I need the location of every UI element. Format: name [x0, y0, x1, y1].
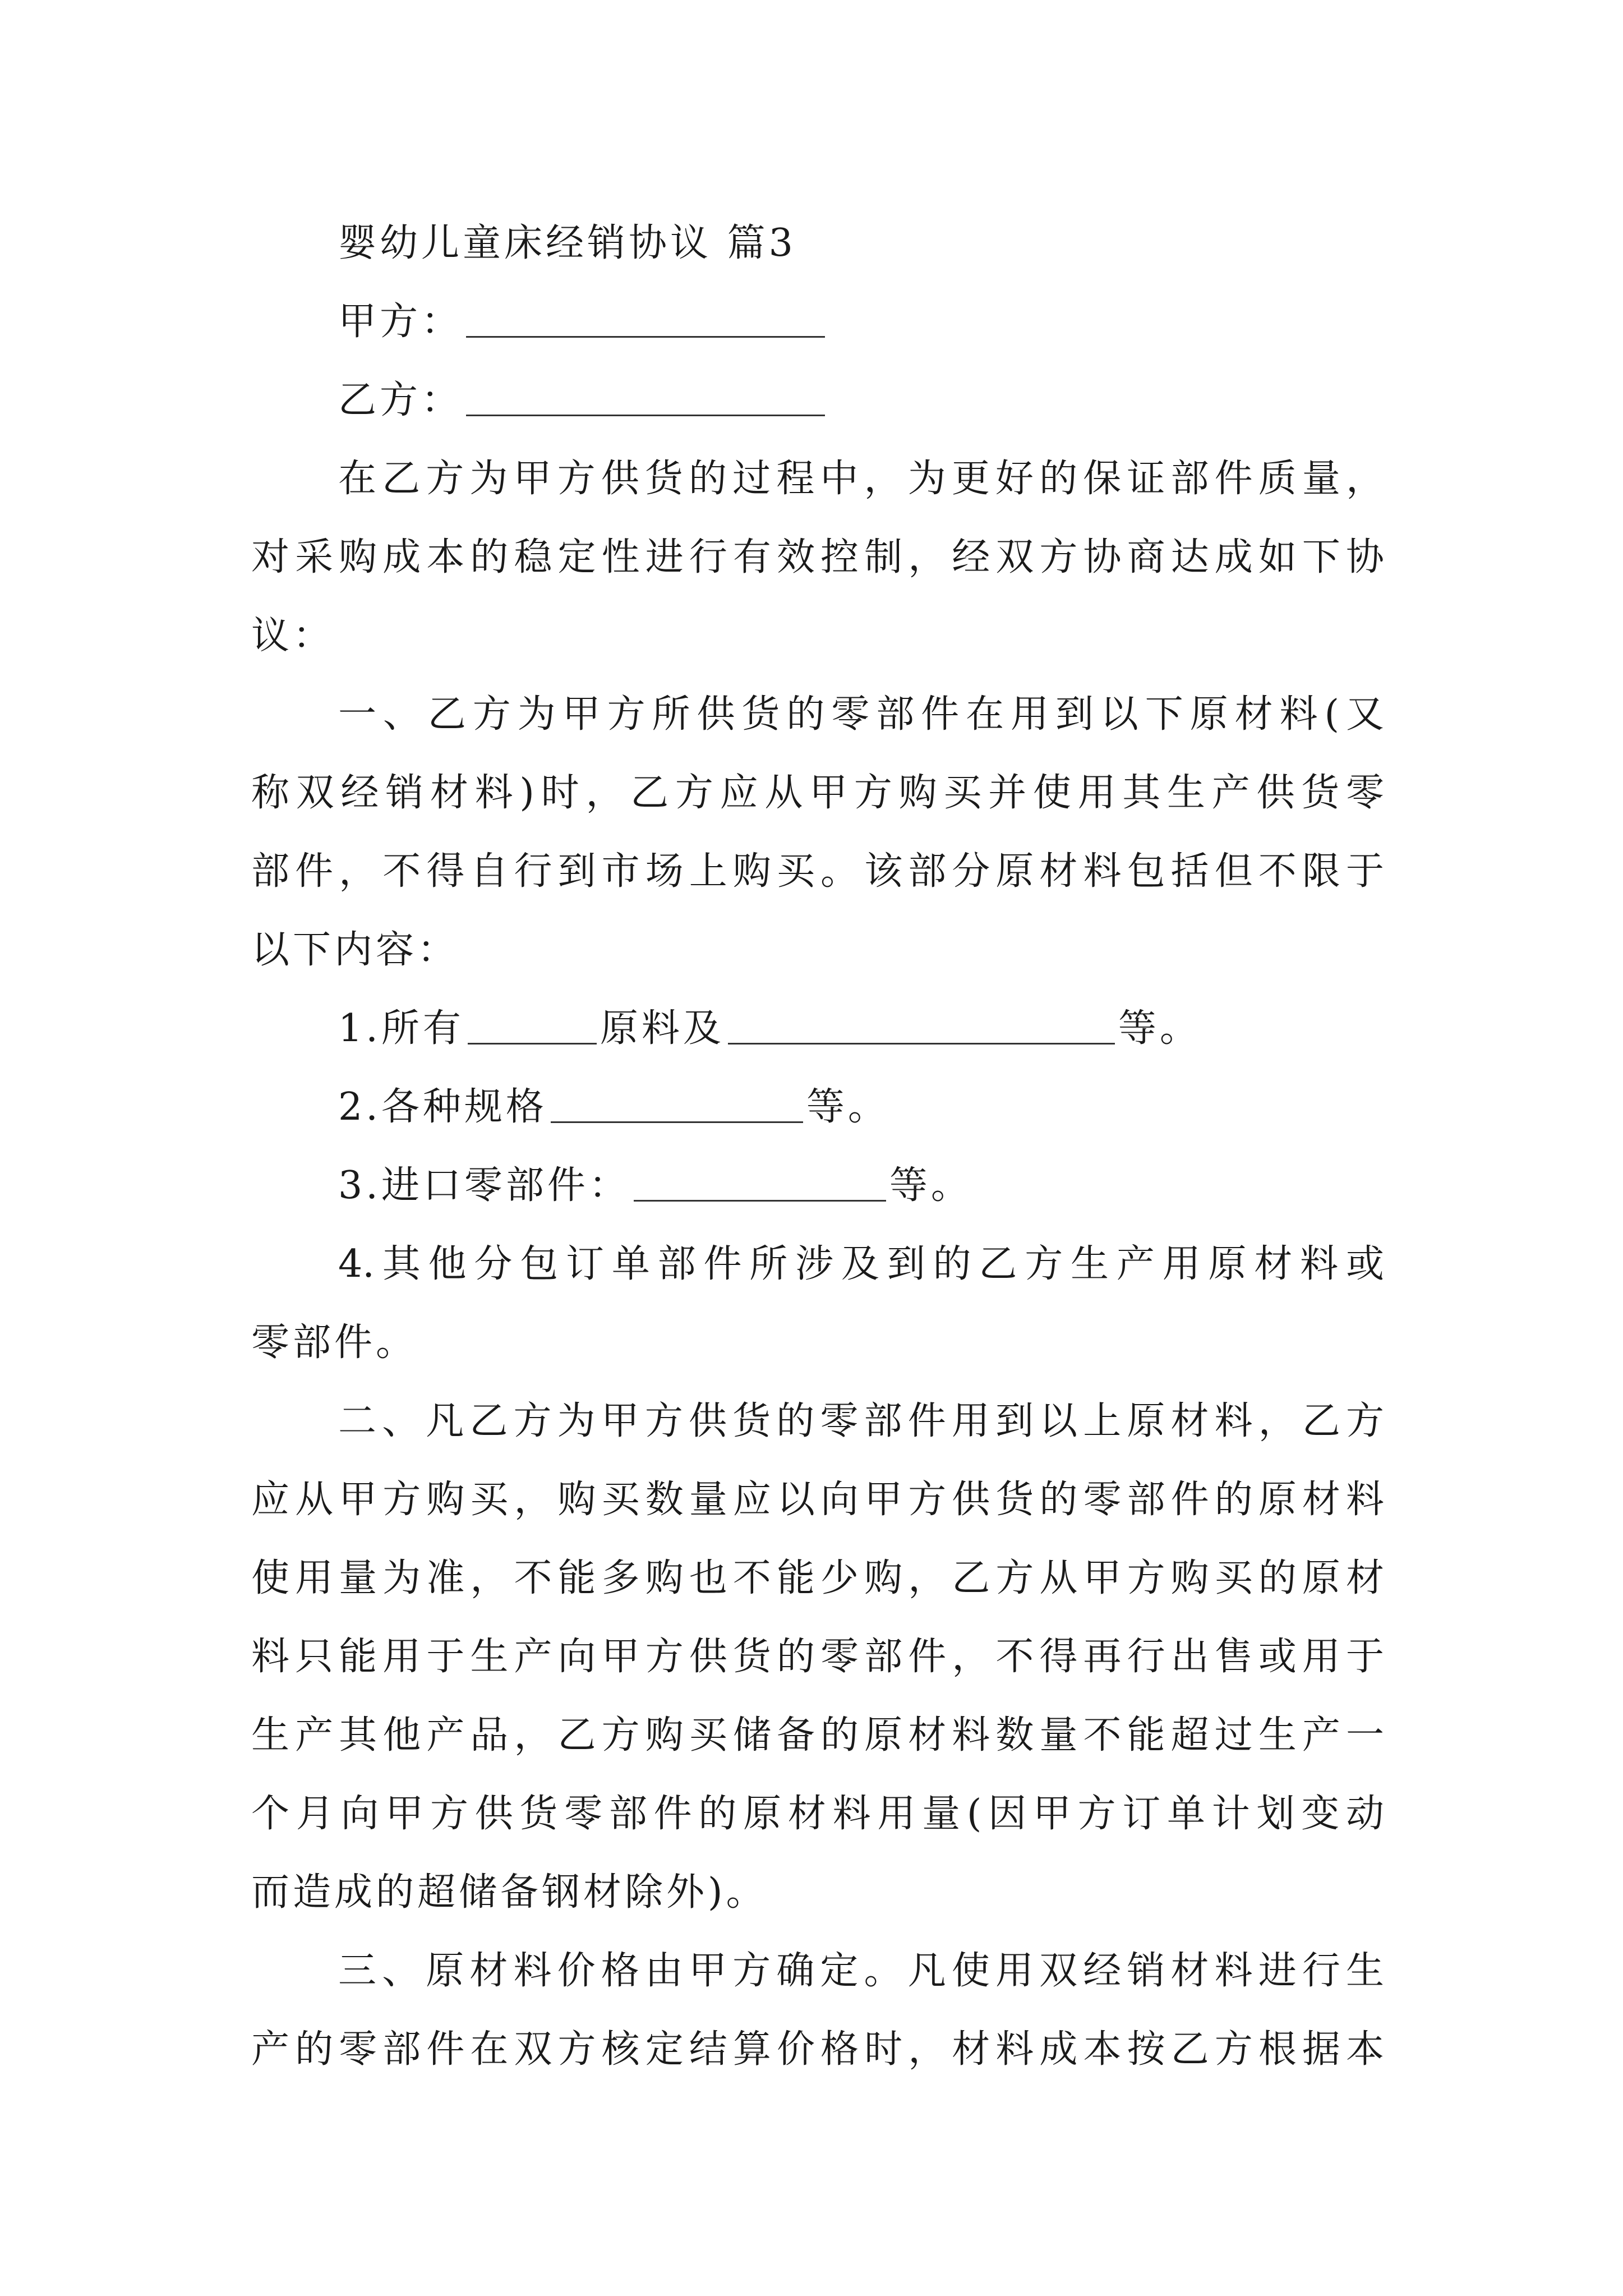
party-a-line: [338, 297, 828, 347]
document-title: 婴幼儿童床经销协议 篇3: [338, 221, 796, 265]
item-1-blank-a[interactable]: [468, 1009, 597, 1045]
item-2-line: [338, 1083, 889, 1132]
clause-1-line: 一、乙方为甲方所供货的零部件在用到以下原材料(又: [338, 692, 1384, 737]
clause-1-line: 称双经销材料)时，乙方应从甲方购买并使用其生产供货零: [251, 771, 1384, 815]
clause-2-line: 个月向甲方供货零部件的原材料用量(因甲方订单计划变动: [251, 1792, 1384, 1836]
clause-2-line: 应从甲方购买，购买数量应以向甲方供货的零部件的原材料: [251, 1478, 1384, 1522]
intro-line: 对采购成本的稳定性进行有效控制，经双方协商达成如下协: [251, 535, 1384, 579]
item-1-text-c: 等。: [1118, 1006, 1201, 1051]
party-b-label: 乙方：: [338, 378, 463, 422]
item-1-line: [338, 1004, 1201, 1053]
party-b-blank[interactable]: [466, 381, 825, 416]
item-2-blank[interactable]: [551, 1088, 803, 1123]
item-3-blank[interactable]: [634, 1166, 886, 1202]
clause-3-line: 三、原材料价格由甲方确定。凡使用双经销材料进行生: [338, 1949, 1384, 1993]
item-3-text-b: 等。: [889, 1163, 972, 1208]
clause-1-line: 部件，不得自行到市场上购买。该部分原材料包括但不限于: [251, 849, 1384, 894]
clause-2-line: 使用量为准，不能多购也不能少购，乙方从甲方购买的原材: [251, 1556, 1384, 1600]
clause-2-line: 而造成的超储备钢材除外)。: [251, 1870, 768, 1915]
item-3-text-a: 3.进口零部件：: [338, 1163, 630, 1208]
item-3-line: [338, 1161, 972, 1211]
item-2-text-b: 等。: [806, 1085, 889, 1129]
clause-3-line: 产的零部件在双方核定结算价格时，材料成本按乙方根据本: [251, 2027, 1384, 2072]
clause-2-line: 料只能用于生产向甲方供货的零部件，不得再行出售或用于: [251, 1635, 1384, 1679]
intro-line: 在乙方为甲方供货的过程中，为更好的保证部件质量，: [338, 457, 1384, 501]
party-a-label: 甲方：: [338, 300, 463, 344]
item-1-text-a: 1.所有: [338, 1006, 464, 1051]
item-1-text-b: 原料及: [600, 1006, 725, 1051]
item-4-line: 零部件。: [251, 1320, 418, 1365]
clause-1-line: 以下内容：: [251, 928, 459, 972]
item-1-blank-b[interactable]: [728, 1009, 1115, 1045]
clause-2-line: 二、凡乙方为甲方供货的零部件用到以上原材料，乙方: [338, 1399, 1384, 1443]
party-a-blank[interactable]: [466, 302, 825, 338]
clause-2-line: 生产其他产品，乙方购买储备的原材料数量不能超过生产一: [251, 1713, 1384, 1757]
party-b-line: [338, 376, 828, 425]
item-4-line: 4.其他分包订单部件所涉及到的乙方生产用原材料或: [338, 1242, 1384, 1286]
intro-line: 议：: [251, 614, 335, 658]
item-2-text-a: 2.各种规格: [338, 1085, 547, 1129]
